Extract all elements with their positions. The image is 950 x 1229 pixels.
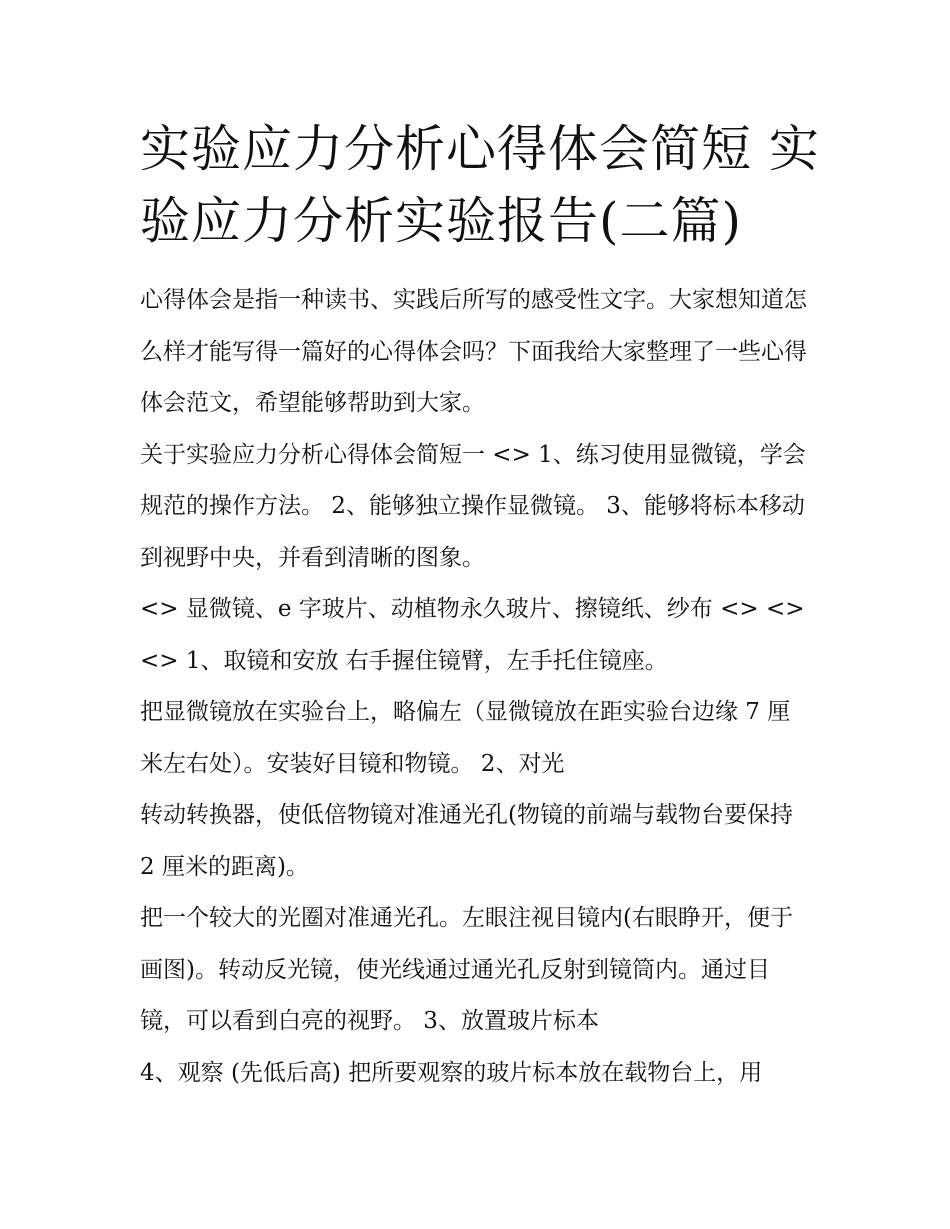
paragraph-observe: 4、观察 (先低后高) 把所要观察的玻片标本放在载物台上，用 bbox=[140, 1059, 763, 1086]
paragraph-objective-lens: 转动转换器，使低倍物镜对准通光孔(物镜的前端与载物台要保持 2 厘米的距离)。 bbox=[140, 802, 793, 880]
document-title: 实验应力分析心得体会简短 实验应力分析实验报告(二篇) bbox=[140, 120, 820, 250]
paragraph-intro: 心得体会是指一种读书、实践后所写的感受性文字。大家想知道怎么样才能写得一篇好的心得体会吗？下面我给大家整理了一些心得体会范文，希望能够帮助到大家。 bbox=[140, 287, 807, 416]
paragraph-light: 把一个较大的光圈对准通光孔。左眼注视目镜内(右眼睁开，便于画图)。转动反光镜，使光线通过通光孔反射到镜筒内。通过目镜，可以看到白亮的视野。 3、放置玻片标本 bbox=[140, 905, 793, 1034]
document-body bbox=[140, 275, 810, 1099]
paragraph-placement: 把显微镜放在实验台上，略偏左（显微镜放在距实验台边缘 7 厘米左右处）。安装好目镜和物镜。 2、对光 bbox=[140, 699, 791, 777]
paragraph-materials: <> 显微镜、e 字玻片、动植物永久玻片、擦镜纸、纱布 <> <> <> 1、取镜和安放 右手握住镜臂，左手托住镜座。 bbox=[140, 596, 805, 674]
paragraph-objectives: 关于实验应力分析心得体会简短一 <> 1、练习使用显微镜，学会规范的操作方法。 2、能够独立操作显微镜。 3、能够将标本移动到视野中央，并看到清晰的图象。 bbox=[140, 441, 806, 571]
